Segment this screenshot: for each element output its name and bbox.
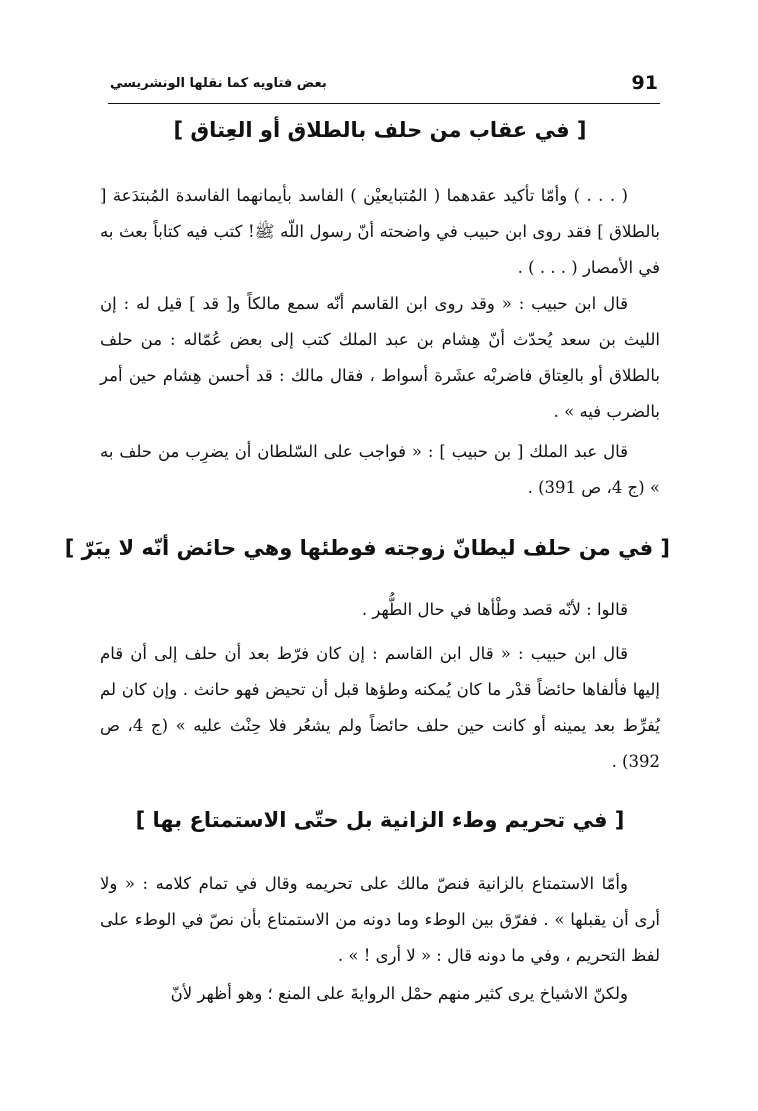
section-heading-punishment-oath: [ في عقاب من حلف بالطلاق أو العِتاق ] [173,118,587,142]
paragraph [100,636,660,780]
paragraph-text: ( . . . ) وأمّا تأكيد عقدهما ( المُتبايعيْن ) الفاسد بأيمانهما الفاسدة المُبتدَعة [ بالطلاق ] فقد روى ابن حبيب في واضحته أنّ رسول اللّه ﷺ! كتب فيه كتاباً بعث به في الأمصار ( . . . ) . [100,186,660,277]
section-heading-adulteress: [ في تحريم وطء الزانية بل حتّى الاستمتاع بها ] [135,808,625,832]
paragraph [100,592,660,628]
paragraph-text: قالوا : لأنّه قصد وطْأها في حال الطُّهر . [361,600,628,619]
paragraph [100,286,660,430]
header-rule [108,103,660,104]
paragraph [100,178,660,286]
paragraph-text: قال ابن حبيب : « قال ابن القاسم : إن كان فرّط بعد أن حلف إلى أن قام إليها فألفاها حائضاً قدْر ما كان يُمكنه وطؤها قبل أن تحيض فهو حانث . وإن كان لم يُفرِّط بعد يمينه أو كانت حين حلف حائضاً ولم يشعُر فلا حِنْث عليه » (ج 4، ص 392) . [100,644,660,771]
paragraph-text: قال ابن حبيب : « وقد روى ابن القاسم أنّه سمع مالكاً و[ قد ] قيل له : إن الليث بن سعد يُحدّث أنّ هِشام بن عبد الملك كتب إلى بعض عُمّاله : من حلف بالطلاق أو بالعِتاق فاضربْه عشَرة أسواط ، فقال مالك : قد أحسن هِشام حين أمر بالضرب فيه » . [100,294,660,421]
paragraph [100,976,660,1012]
running-header [110,72,658,102]
paragraph-text: وأمّا الاستمتاع بالزانية فنصّ مالك على تحريمه وقال في تمام كلامه : « ولا أرى أن يقبلها » . ففرّق بين الوطء وما دونه من الاستمتاع بأن نصّ في الوطء على لفظ التحريم ، وفي ما دونه قال : « لا أرى ! » . [100,874,660,965]
section-heading-menstruation-oath: [ في من حلف ليطانّ زوجته فوطئها وهي حائض أنّه لا يبَرّ ] [64,536,670,560]
paragraph-text: قال عبد الملك [ بن حبيب ] : « فواجب على السّلطان أن يضرِب من حلف به » (ج 4، ص 391) . [100,442,660,497]
running-title: بعض فتاويه كما نقلها الونشريسي [110,76,327,91]
page-number: 91 [631,72,658,94]
paragraph [100,866,660,974]
paragraph [100,434,660,506]
paragraph-text: ولكنّ الاشياخ يرى كثير منهم حمْل الروايةَ على المنع ؛ وهو أظهر لأنّ [170,984,628,1003]
